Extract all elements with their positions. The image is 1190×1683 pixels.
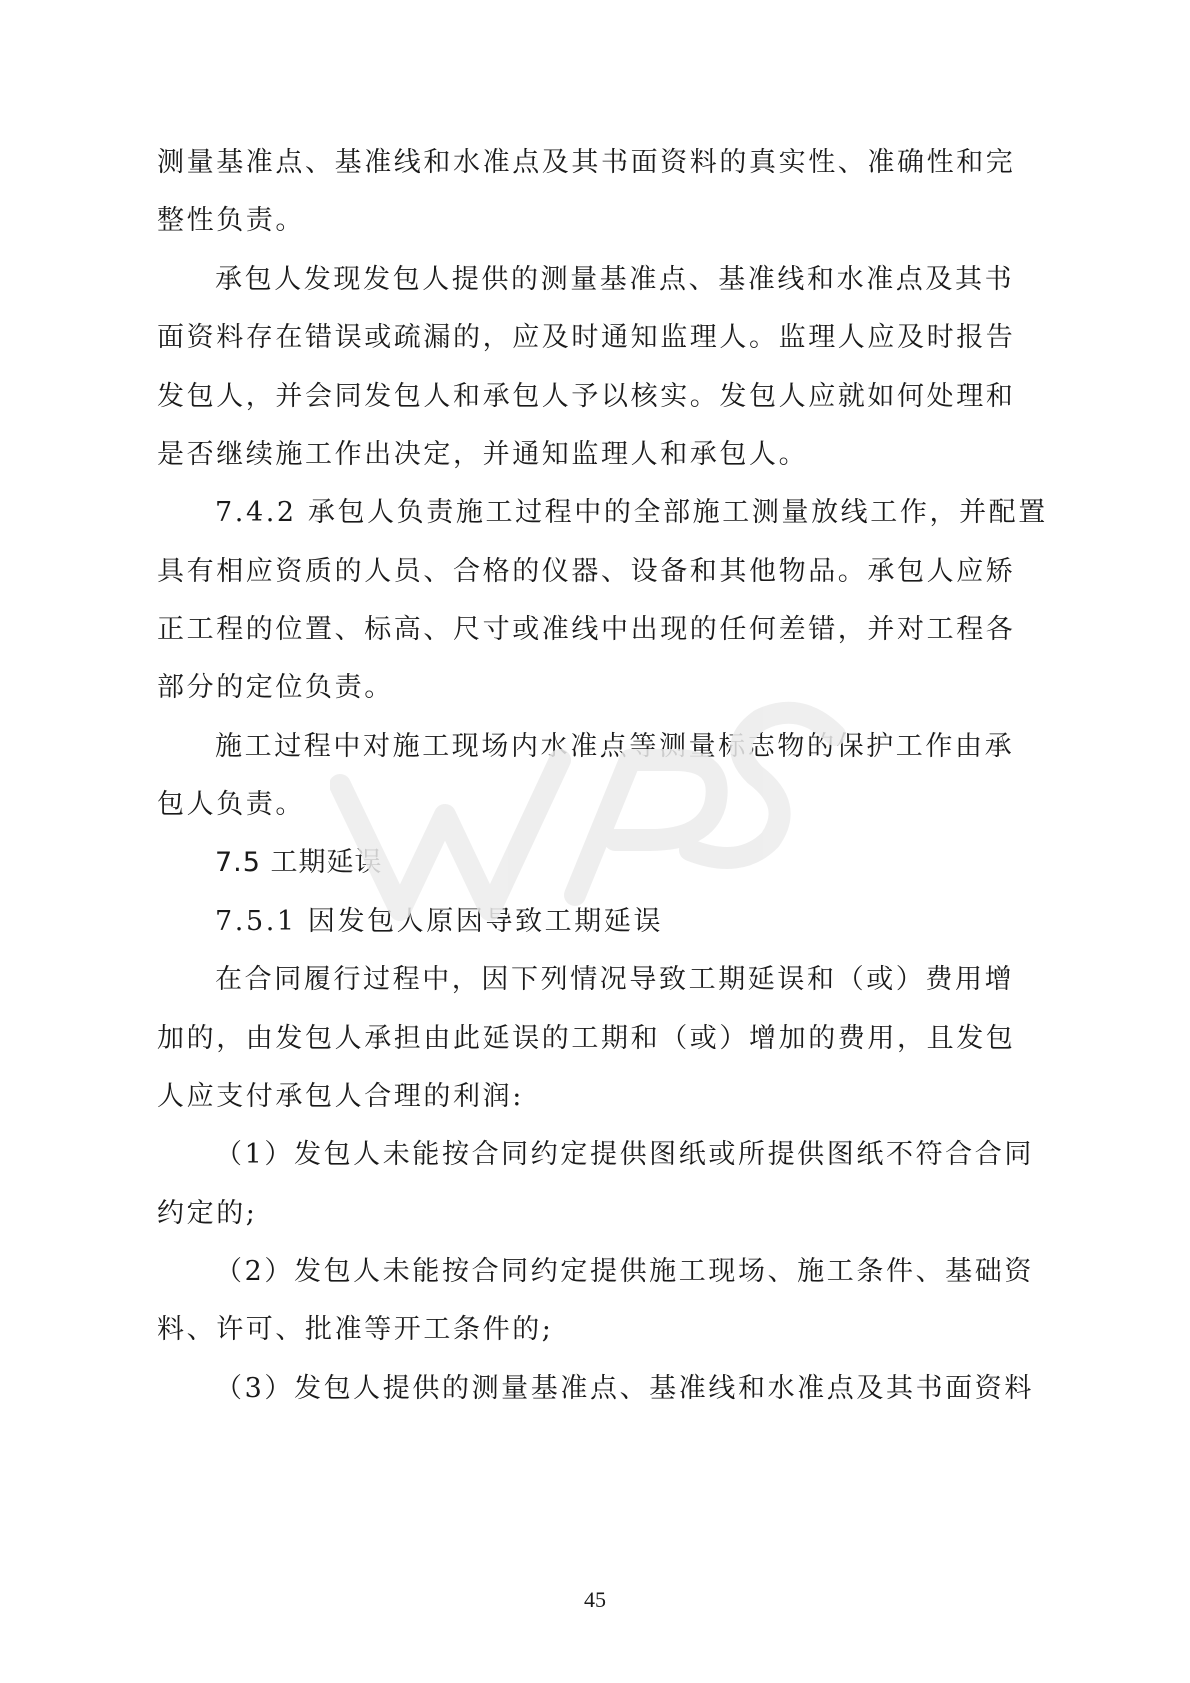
list-item-line: 料、许可、批准等开工条件的; xyxy=(157,1314,554,1345)
body-text-line: 加的，由发包人承担由此延误的工期和（或）增加的费用，且发包 xyxy=(157,1023,1016,1054)
body-text-line: 施工过程中对施工现场内水准点等测量标志物的保护工作由承 xyxy=(215,731,1015,762)
body-text-line: 测量基准点、基准线和水准点及其书面资料的真实性、准确性和完 xyxy=(157,147,1016,178)
section-heading: 7.5 工期延误 xyxy=(215,847,383,878)
body-text-line: 正工程的位置、标高、尺寸或准线中出现的任何差错，并对工程各 xyxy=(157,614,1016,645)
list-item-line: （3）发包人提供的测量基准点、基准线和水准点及其书面资料 xyxy=(215,1373,1034,1404)
body-text-line: 面资料存在错误或疏漏的，应及时通知监理人。监理人应及时报告 xyxy=(157,322,1016,353)
body-text-line: 包人负责。 xyxy=(157,789,305,820)
body-text-line: 具有相应资质的人员、合格的仪器、设备和其他物品。承包人应矫 xyxy=(157,556,1016,587)
page-number: 45 xyxy=(584,1587,606,1612)
body-text-line: 承包人发现发包人提供的测量基准点、基准线和水准点及其书 xyxy=(215,264,1015,295)
body-text-line: 整性负责。 xyxy=(157,205,305,236)
list-item-line: 约定的; xyxy=(157,1198,258,1229)
subsection-heading: 7.5.1 因发包人原因导致工期延误 xyxy=(215,906,664,937)
list-item-line: （1）发包人未能按合同约定提供图纸或所提供图纸不符合合同 xyxy=(215,1139,1034,1170)
body-text-line: 人应支付承包人合理的利润: xyxy=(157,1081,524,1112)
body-text-line: 部分的定位负责。 xyxy=(157,672,394,703)
body-text-line: 在合同履行过程中，因下列情况导致工期延误和（或）费用增 xyxy=(215,964,1015,995)
body-text-line: 是否继续施工作出决定，并通知监理人和承包人。 xyxy=(157,439,809,470)
body-text-line: 7.4.2 承包人负责施工过程中的全部施工测量放线工作，并配置 xyxy=(215,497,1048,528)
body-text-line: 发包人，并会同发包人和承包人予以核实。发包人应就如何处理和 xyxy=(157,381,1016,412)
list-item-line: （2）发包人未能按合同约定提供施工现场、施工条件、基础资 xyxy=(215,1256,1034,1287)
